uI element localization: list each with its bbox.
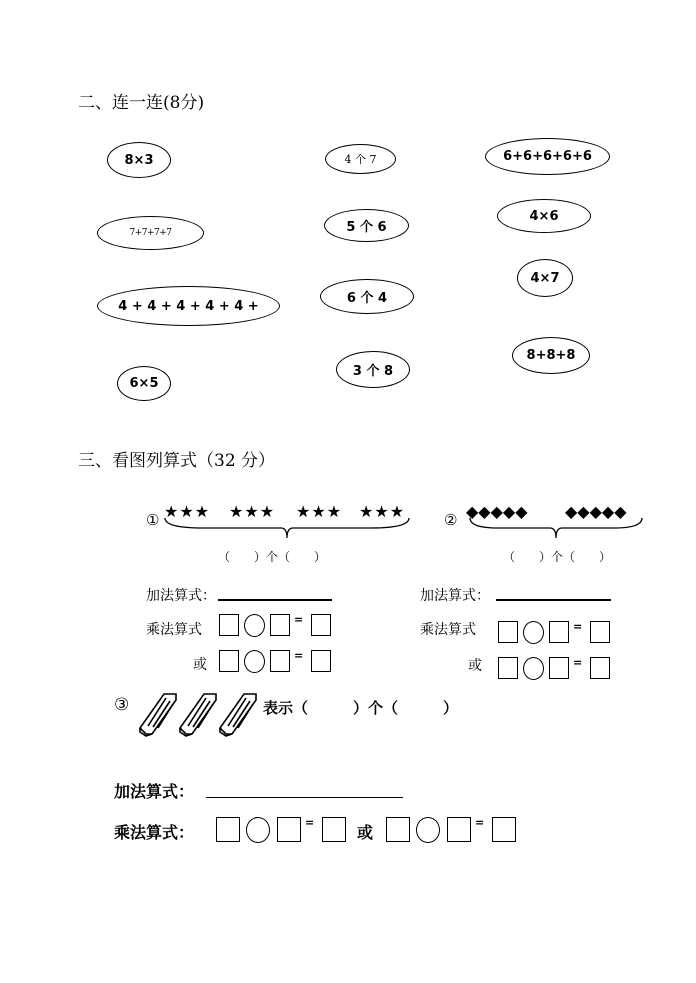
- problem-1-number: ①: [146, 511, 160, 529]
- problem-3-represents[interactable]: 表示（ ）个（ ）: [263, 699, 459, 717]
- oval-4x6[interactable]: 4×6: [497, 199, 591, 233]
- section-3-title: 三、看图列算式（32 分）: [78, 451, 276, 471]
- problem-2-blank[interactable]: （ ）个（ ）: [503, 550, 612, 564]
- p3-or-label: 或: [357, 823, 374, 842]
- p3-or-box-3[interactable]: [492, 817, 516, 842]
- p2-mul-label: 乘法算式: [420, 622, 476, 638]
- p1-mul-label: 乘法算式: [146, 622, 202, 638]
- p3-add-label: 加法算式：: [114, 782, 195, 801]
- oval-5ge6[interactable]: 5 个 6: [324, 209, 409, 242]
- oval-6-sum[interactable]: 6+6+6+6+6: [485, 138, 610, 175]
- p2-or-box-1[interactable]: [498, 657, 518, 679]
- p3-mul-box-3[interactable]: [322, 817, 346, 842]
- p1-add-answer-line[interactable]: [218, 599, 332, 601]
- p2-or-circle[interactable]: [523, 657, 544, 680]
- brace-2: [468, 516, 644, 542]
- p1-mul-box-3[interactable]: [311, 614, 331, 636]
- oval-6x5[interactable]: 6×5: [117, 366, 171, 401]
- p3-or-equals: =: [475, 816, 485, 829]
- p2-mul-box-2[interactable]: [549, 621, 569, 643]
- p2-mul-equals: =: [573, 620, 583, 633]
- problem-1-blank[interactable]: （ ）个（ ）: [218, 550, 327, 564]
- p2-mul-box-1[interactable]: [498, 621, 518, 643]
- star-group-2: ★★★: [229, 502, 276, 521]
- star-group-3: ★★★: [296, 502, 343, 521]
- p3-or-box-1[interactable]: [386, 817, 410, 842]
- star-group-1: ★★★: [164, 502, 211, 521]
- oval-4ge7[interactable]: 4 个 7: [325, 144, 396, 174]
- oval-6ge4[interactable]: 6 个 4: [320, 279, 414, 314]
- oval-8x3[interactable]: 8×3: [107, 142, 171, 178]
- p1-mul-circle[interactable]: [244, 614, 265, 637]
- p2-or-label: 或: [468, 658, 482, 674]
- p2-or-box-2[interactable]: [549, 657, 569, 679]
- p1-or-box-1[interactable]: [219, 650, 239, 672]
- p1-or-label: 或: [193, 657, 207, 673]
- p1-mul-box-2[interactable]: [270, 614, 290, 636]
- ruler-picture: [134, 690, 260, 738]
- oval-8-sum[interactable]: 8+8+8: [512, 337, 590, 374]
- problem-3-number: ③: [114, 695, 130, 715]
- p1-or-circle[interactable]: [244, 650, 265, 673]
- p3-mul-equals: =: [305, 816, 315, 829]
- oval-4x7[interactable]: 4×7: [517, 259, 573, 297]
- p1-or-equals: =: [294, 649, 304, 662]
- p3-mul-box-2[interactable]: [277, 817, 301, 842]
- problem-2-number: ②: [444, 511, 458, 529]
- star-group-4: ★★★: [359, 502, 406, 521]
- diamond-group-1: ◆◆◆◆◆: [466, 502, 528, 521]
- diamond-group-2: ◆◆◆◆◆: [565, 502, 627, 521]
- p3-mul-box-1[interactable]: [216, 817, 240, 842]
- oval-7+7+7+7[interactable]: 7+7+7+7: [97, 216, 204, 250]
- p3-or-circle[interactable]: [416, 817, 440, 843]
- section-2-title: 二、连一连(8分): [78, 93, 205, 113]
- p3-mul-circle[interactable]: [246, 817, 270, 843]
- p1-mul-equals: =: [294, 613, 304, 626]
- p1-mul-box-1[interactable]: [219, 614, 239, 636]
- p3-mul-label: 乘法算式：: [114, 823, 195, 842]
- p1-add-label: 加法算式：: [146, 588, 216, 604]
- p2-or-equals: =: [573, 656, 583, 669]
- p2-or-box-3[interactable]: [590, 657, 610, 679]
- oval-3ge8[interactable]: 3 个 8: [336, 351, 410, 388]
- p2-mul-box-3[interactable]: [590, 621, 610, 643]
- p3-add-answer-line[interactable]: [206, 797, 403, 798]
- brace-1: [163, 516, 411, 542]
- p2-add-answer-line[interactable]: [496, 599, 611, 601]
- p1-or-box-2[interactable]: [270, 650, 290, 672]
- p2-mul-circle[interactable]: [523, 621, 544, 644]
- oval-4-sum[interactable]: 4 + 4 + 4 + 4 + 4 +: [97, 286, 280, 326]
- p1-or-box-3[interactable]: [311, 650, 331, 672]
- p3-or-box-2[interactable]: [447, 817, 471, 842]
- p2-add-label: 加法算式：: [420, 588, 490, 604]
